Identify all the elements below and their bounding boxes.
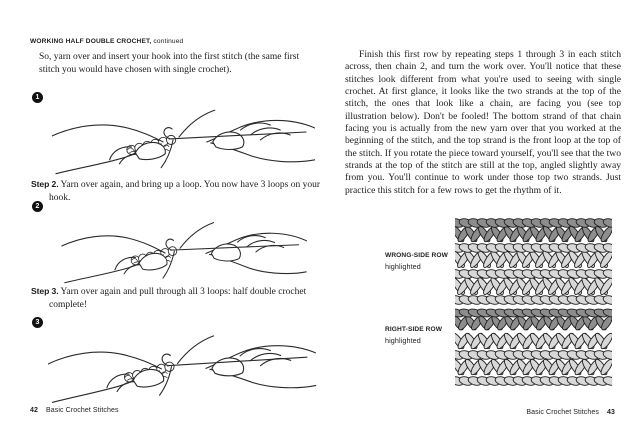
- step-3-body: Yarn over again and pull through all 3 loops: half double crochet complete!: [49, 287, 307, 310]
- step-number-badge-1: 1: [32, 92, 43, 103]
- running-header: [30, 38, 183, 45]
- step-2-body: Yarn over again, and bring up a loop. You now have 3 loops on your hook.: [49, 180, 320, 203]
- running-header-title: WORKING HALF DOUBLE CROCHET,: [30, 38, 152, 45]
- left-page-footer: [30, 407, 119, 414]
- step-illustration-2: [52, 202, 316, 287]
- right-footer-section: Basic Crochet Stitches: [526, 409, 599, 416]
- right-side-swatch: [455, 308, 612, 388]
- wrong-side-swatch: [455, 217, 612, 307]
- intro-paragraph: So, yarn over and insert your hook into the first stitch (the same first stitch you would have chosen with single crochet).: [39, 52, 300, 75]
- step-number-badge-3: 3: [32, 317, 43, 328]
- step-illustration-3: [48, 315, 317, 404]
- right-side-row-sublabel: highlighted: [385, 336, 421, 345]
- step-2-label: Step 2.: [31, 179, 59, 189]
- wrong-side-row-title: WRONG-SIDE ROW: [385, 252, 448, 259]
- right-page-footer: [420, 409, 615, 416]
- wrong-side-row-sublabel: highlighted: [385, 262, 421, 271]
- right-side-row-title: RIGHT-SIDE ROW: [385, 326, 443, 333]
- step-3-text: [31, 285, 325, 311]
- right-page-number: 43: [607, 409, 615, 416]
- step-number-badge-2: 2: [32, 201, 43, 212]
- right-side-row-label: [385, 326, 451, 345]
- body-paragraph: Finish this first row by repeating steps 1 through 3 in each stitch across, then chain 2, and turn the work over. You'll notice that these stitches look different from what you're used to seeing with single crochet. At first glance, it looks like the two strands at the top of the stitch, the ones that look like a chain, are facing you (see top illustration below). Don't be fooled! The bottom strand of that chain facing you is actually from the new yarn over that you worked at the beginning of the stitch, and the top strand is the front loop at the top of the stitch. If you rotate the piece toward yourself, you'll see that the two strands at the top of the stitch are still at the top, angled slightly away from you. You'll continue to work under those top two strands. Just practice this stitch for a few rows to get the rhythm of it.: [345, 49, 621, 196]
- step-3-label: Step 3.: [31, 286, 59, 296]
- running-header-continued: continued: [151, 38, 184, 45]
- left-page-number: 42: [30, 407, 38, 414]
- left-footer-section: Basic Crochet Stitches: [46, 407, 119, 414]
- step-illustration-1: [52, 90, 315, 175]
- step-2-text: [31, 178, 325, 204]
- wrong-side-row-label: [385, 252, 451, 271]
